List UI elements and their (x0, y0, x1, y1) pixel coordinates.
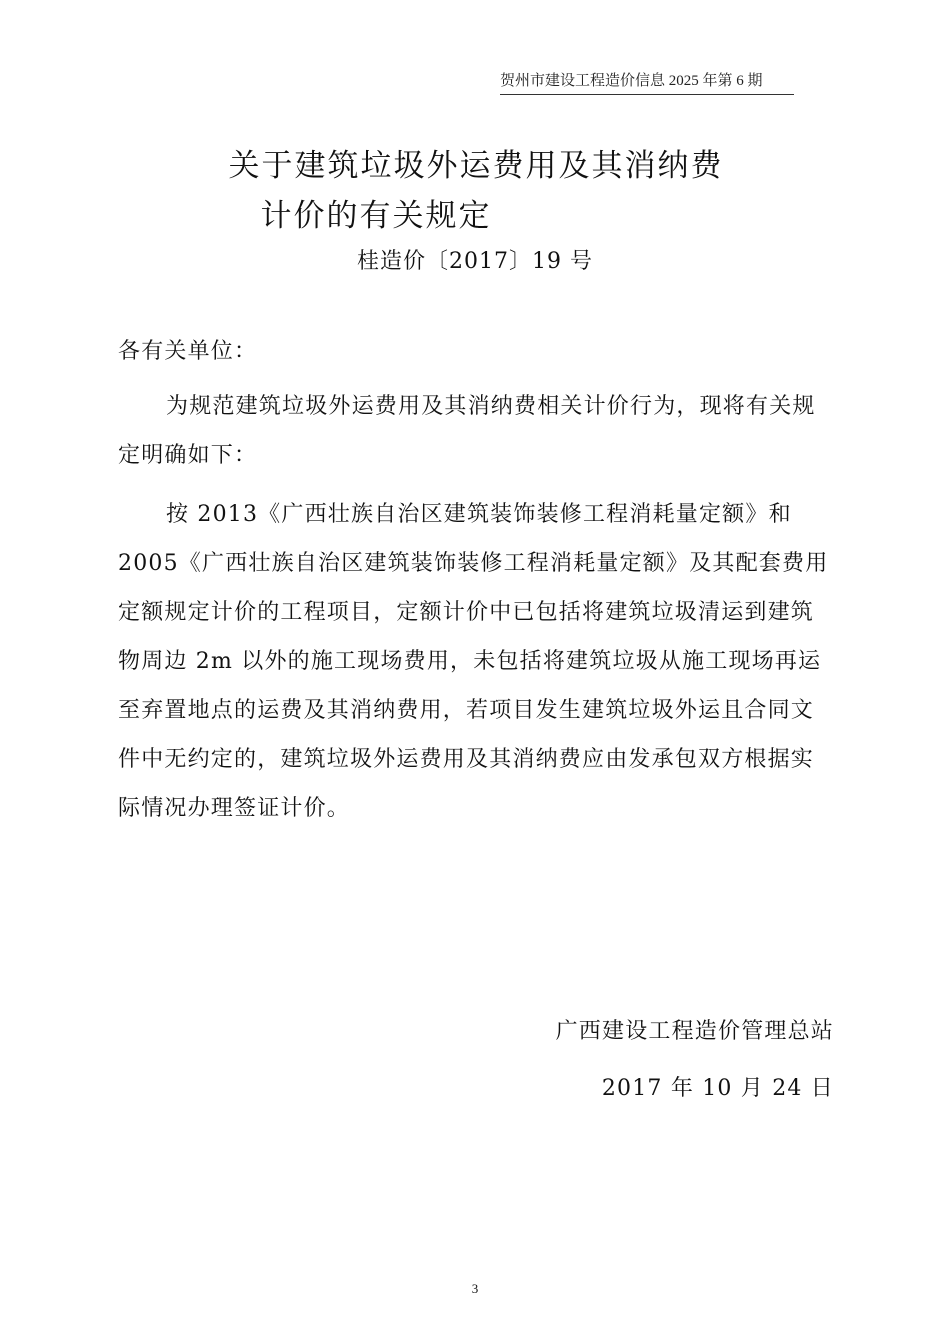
body-paragraph-1: 为规范建筑垃圾外运费用及其消纳费相关计价行为，现将有关规定明确如下： (118, 394, 816, 468)
document-title-line-2: 计价的有关规定 (260, 198, 492, 234)
document-number: 桂造价〔2017〕19 号 (357, 249, 593, 274)
document-title-line-1: 关于建筑垃圾外运费用及其消纳费 (228, 148, 724, 184)
signature-date: 2017 年 10 月 24 日 (601, 1076, 834, 1101)
header-underline (500, 94, 794, 95)
salutation: 各有关单位： (118, 339, 258, 364)
page-number: 3 (471, 1281, 479, 1296)
signature-organization: 广西建设工程造价管理总站 (555, 1019, 834, 1044)
running-header: 贺州市建设工程造价信息 2025 年第 6 期 (500, 73, 763, 89)
body-paragraph-2: 按 2013《广西壮族自治区建筑装饰装修工程消耗量定额》和 2005《广西壮族自治区建筑装饰装修工程消耗量定额》及其配套费用定额规定计价的工程项目，定额计价中已包括将建筑垃圾清运到建筑物周边 2m 以外的施工现场费用，未包括将建筑垃圾从施工现场再运至弃置地点的运费及其消纳费用，若项目发生建筑垃圾外运且合同文件中无约定的，建筑垃圾外运费用及其消纳费应由发承包双方根据实际情况办理签证计价。 (118, 502, 829, 821)
